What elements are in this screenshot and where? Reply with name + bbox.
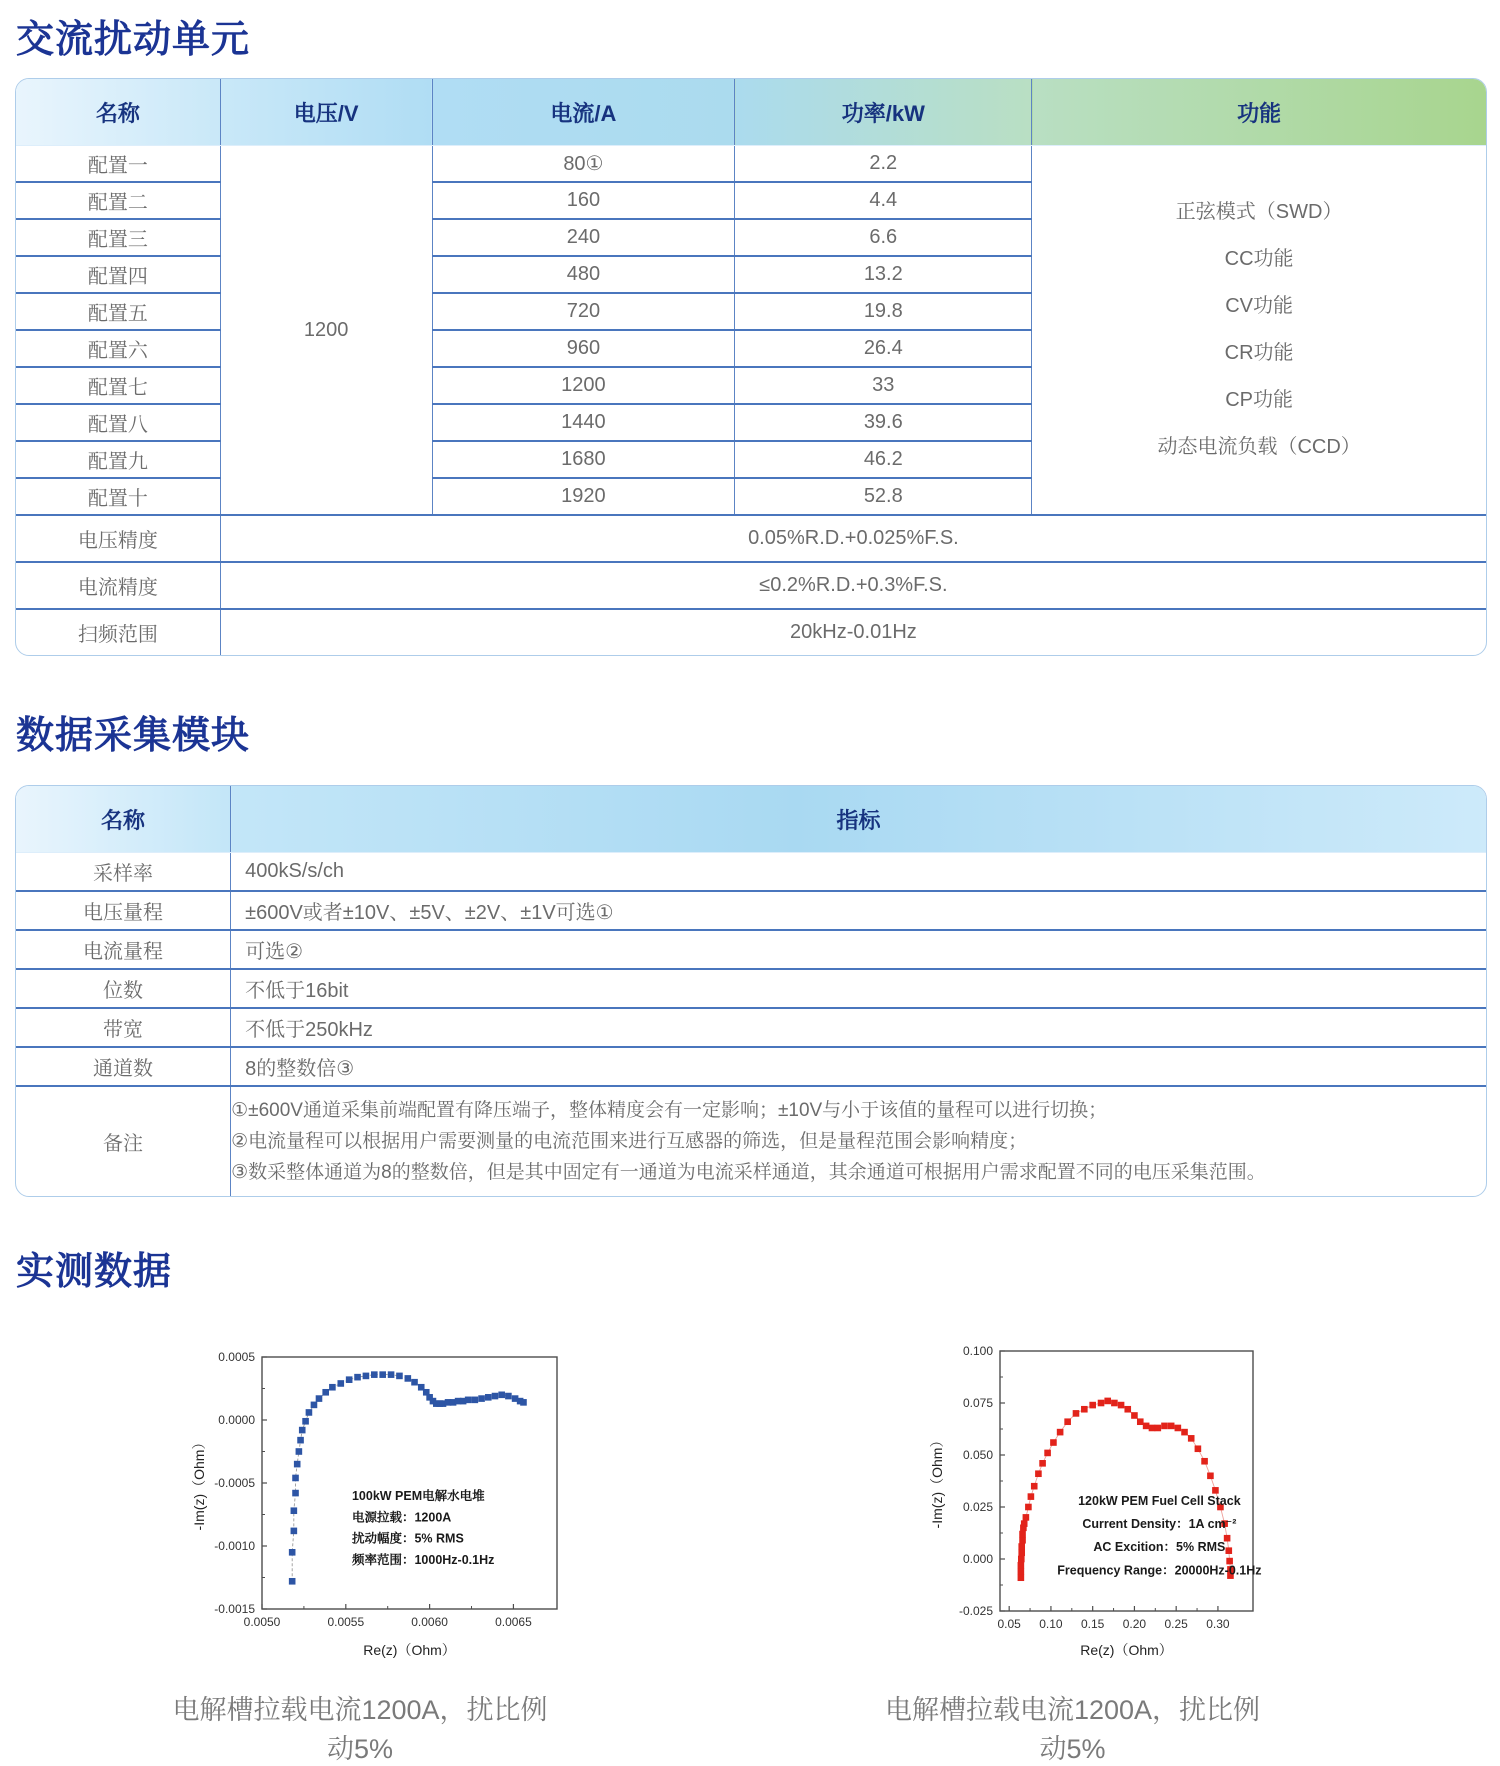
svg-text:-Im(z)（Ohm）: -Im(z)（Ohm） <box>929 1433 945 1529</box>
footer-value: 20kHz-0.01Hz <box>220 609 1486 655</box>
svg-text:-Im(z)（Ohm）: -Im(z)（Ohm） <box>191 1435 207 1531</box>
svg-text:Frequency Range：20000Hz-0.1Hz: Frequency Range：20000Hz-0.1Hz <box>1057 1563 1262 1578</box>
function-line: CC功能 <box>1224 248 1294 270</box>
current-cell: 1680 <box>432 441 735 478</box>
ac-table-header-row <box>16 79 1486 146</box>
svg-text:Current Density：1A cm⁻²: Current Density：1A cm⁻² <box>1082 1517 1237 1532</box>
svg-text:0.000: 0.000 <box>962 1552 993 1566</box>
header-function: 功能 <box>1032 79 1486 146</box>
svg-text:0.15: 0.15 <box>1081 1617 1105 1631</box>
current-cell: 160 <box>432 182 735 219</box>
chart-caption-left: 电解槽拉载电流1200A，扰比例动5% <box>172 1695 548 1764</box>
config-name: 配置八 <box>16 404 220 441</box>
svg-text:0.025: 0.025 <box>962 1500 993 1514</box>
footer-value: ≤0.2%R.D.+0.3%F.S. <box>220 562 1486 609</box>
row-label: 通道数 <box>16 1047 231 1086</box>
section3-title: 实测数据 <box>16 1251 173 1293</box>
remark-row <box>16 1086 1486 1196</box>
svg-text:0.30: 0.30 <box>1206 1617 1230 1631</box>
power-cell: 33 <box>735 367 1032 404</box>
section2-title: 数据采集模块 <box>16 715 251 757</box>
power-cell: 19.8 <box>735 293 1032 330</box>
footer-label: 电压精度 <box>16 515 220 562</box>
current-cell: 1440 <box>432 404 735 441</box>
svg-text:0.100: 0.100 <box>962 1344 993 1358</box>
footer-row-voltage-accuracy <box>16 515 1486 562</box>
header-name: 名称 <box>16 786 231 853</box>
power-cell: 4.4 <box>735 182 1032 219</box>
config-name: 配置七 <box>16 367 220 404</box>
function-line: CV功能 <box>1225 295 1294 317</box>
current-cell: 1200 <box>432 367 735 404</box>
svg-text:扰动幅度：5% RMS: 扰动幅度：5% RMS <box>351 1531 464 1546</box>
power-cell: 46.2 <box>735 441 1032 478</box>
power-cell: 6.6 <box>735 219 1032 256</box>
svg-text:-0.0015: -0.0015 <box>214 1602 255 1616</box>
remark-label: 备注 <box>16 1086 231 1196</box>
svg-text:0.0060: 0.0060 <box>411 1615 448 1629</box>
current-cell: 240 <box>432 219 735 256</box>
svg-text:0.10: 0.10 <box>1039 1617 1063 1631</box>
current-cell: 960 <box>432 330 735 367</box>
header-current: 电流/A <box>432 79 735 146</box>
nyquist-chart-electrolyzer <box>160 1320 560 1665</box>
current-cell: 1920 <box>432 478 735 515</box>
config-name: 配置五 <box>16 293 220 330</box>
function-line: 正弦模式（SWD） <box>1175 201 1343 223</box>
header-name: 名称 <box>16 79 220 146</box>
footer-value: 0.05%R.D.+0.025%F.S. <box>220 515 1486 562</box>
row-value: 可选② <box>231 930 1486 969</box>
svg-text:0.075: 0.075 <box>962 1396 993 1410</box>
remark-line: ②电流量程可以根据用户需要测量的电流范围来进行互感器的筛选，但是量程范围会影响精度； <box>231 1131 1028 1152</box>
svg-text:AC Excition：5% RMS: AC Excition：5% RMS <box>1093 1540 1226 1555</box>
measured-data-charts <box>0 1320 1500 1764</box>
remark-line: ③数采整体通道为8的整数倍，但是其中固定有一通道为电流采样通道，其余通道可根据用户需求配置不同的电压采集范围。 <box>231 1162 1266 1183</box>
svg-text:0.0050: 0.0050 <box>243 1615 281 1629</box>
svg-text:-0.0010: -0.0010 <box>214 1539 255 1553</box>
row-label: 采样率 <box>93 863 154 885</box>
row-label: 位数 <box>16 969 231 1008</box>
config-name: 配置一 <box>87 155 148 177</box>
current-cell: 720 <box>432 293 735 330</box>
row-label: 电压量程 <box>16 891 231 930</box>
footer-label: 扫频范围 <box>16 609 220 655</box>
current-cell: 480 <box>432 256 735 293</box>
footer-row-sweep-range <box>16 609 1486 655</box>
voltage-merged-cell: 1200 <box>220 146 432 516</box>
function-line: CR功能 <box>1224 342 1294 364</box>
power-cell: 26.4 <box>735 330 1032 367</box>
config-name: 配置九 <box>16 441 220 478</box>
svg-text:0.0005: 0.0005 <box>218 1350 255 1364</box>
svg-text:-0.0005: -0.0005 <box>214 1476 255 1490</box>
svg-text:-0.025: -0.025 <box>958 1604 993 1618</box>
power-cell: 2.2 <box>735 146 1032 183</box>
row-value: 400kS/s/ch <box>231 853 1486 892</box>
nyquist-chart-fuel-cell <box>880 1320 1265 1665</box>
function-line: 动态电流负载（CCD） <box>1157 436 1361 458</box>
config-name: 配置四 <box>16 256 220 293</box>
table-row <box>16 969 1486 1008</box>
row-value: 8的整数倍③ <box>231 1047 1486 1086</box>
svg-text:Re(z)（Ohm）: Re(z)（Ohm） <box>363 1642 456 1658</box>
svg-text:100kW PEM电解水电堆: 100kW PEM电解水电堆 <box>351 1488 485 1503</box>
remark-line: ①±600V通道采集前端配置有降压端子，整体精度会有一定影响；±10V与小于该值的量程可以进行切换； <box>231 1100 1108 1121</box>
table-row <box>16 1047 1486 1086</box>
table-row <box>16 146 1486 183</box>
row-value: ±600V或者±10V、±5V、±2V、±1V可选① <box>231 891 1486 930</box>
table-row <box>16 930 1486 969</box>
row-value: 不低于16bit <box>231 969 1486 1008</box>
table-row <box>16 1008 1486 1047</box>
table-row <box>16 853 1486 892</box>
current-cell: 80① <box>432 146 735 183</box>
function-cell <box>1032 146 1486 516</box>
svg-text:电源拉载：1200A: 电源拉载：1200A <box>351 1510 452 1525</box>
svg-text:0.20: 0.20 <box>1122 1617 1147 1631</box>
daq-module-table <box>15 785 1487 1197</box>
svg-text:0.0055: 0.0055 <box>327 1615 365 1629</box>
footer-label: 电流精度 <box>16 562 220 609</box>
svg-text:0.0000: 0.0000 <box>218 1413 255 1427</box>
svg-text:0.25: 0.25 <box>1164 1617 1188 1631</box>
remark-content <box>231 1086 1486 1196</box>
power-cell: 39.6 <box>735 404 1032 441</box>
daq-table-header-row <box>16 786 1486 853</box>
svg-text:0.050: 0.050 <box>962 1448 993 1462</box>
row-label: 带宽 <box>16 1008 231 1047</box>
config-name: 配置二 <box>16 182 220 219</box>
footer-row-current-accuracy <box>16 562 1486 609</box>
config-name: 配置十 <box>16 478 220 515</box>
svg-text:0.0065: 0.0065 <box>495 1615 532 1629</box>
ac-disturbance-table <box>15 78 1487 656</box>
power-cell: 13.2 <box>735 256 1032 293</box>
power-cell: 52.8 <box>735 478 1032 515</box>
svg-text:120kW PEM Fuel Cell Stack: 120kW PEM Fuel Cell Stack <box>1078 1493 1241 1508</box>
svg-text:0.05: 0.05 <box>997 1617 1021 1631</box>
svg-text:频率范围：1000Hz-0.1Hz: 频率范围：1000Hz-0.1Hz <box>351 1553 495 1568</box>
header-voltage: 电压/V <box>220 79 432 146</box>
header-power: 功率/kW <box>735 79 1032 146</box>
row-value: 不低于250kHz <box>231 1008 1486 1047</box>
table-row <box>16 891 1486 930</box>
config-name: 配置三 <box>16 219 220 256</box>
header-indicator: 指标 <box>231 786 1486 853</box>
config-name: 配置六 <box>16 330 220 367</box>
chart-caption-right: 电解槽拉载电流1200A，扰比例动5% <box>884 1695 1261 1764</box>
row-label: 电流量程 <box>16 930 231 969</box>
section1-title: 交流扰动单元 <box>16 19 251 61</box>
svg-text:Re(z)（Ohm）: Re(z)（Ohm） <box>1080 1642 1173 1658</box>
function-line: CP功能 <box>1225 389 1294 411</box>
